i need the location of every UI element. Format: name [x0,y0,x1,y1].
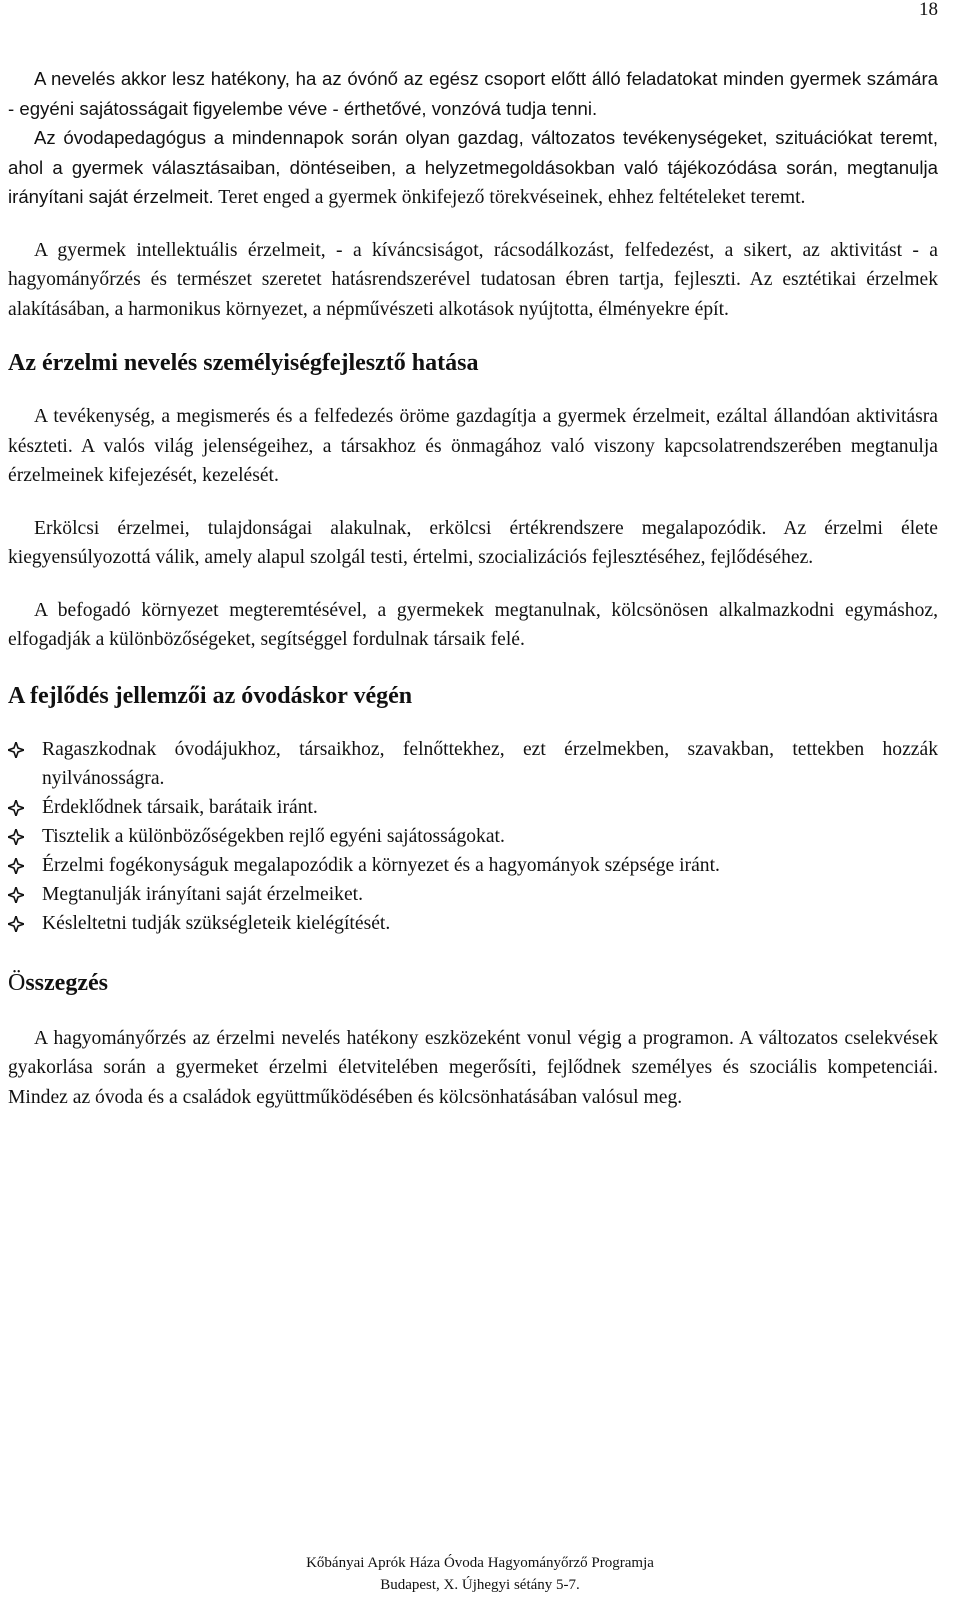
footer-line: Kőbányai Aprók Háza Óvoda Hagyományőrző Programja [306,1555,654,1571]
diamond-bullet-icon [8,829,24,845]
list-item-text: Ragaszkodnak óvodájukhoz, társaikhoz, felnőttekhez, ezt érzelmekben, szavakban, tettekben hozzák nyilvánosságra. [42,738,938,789]
paragraph-sentence: Teret enged a gyermek önkifejező törekvéseinek, ehhez feltételeket teremt. [213,187,806,208]
list-item [8,735,938,793]
list-item-text: Érzelmi fogékonyságuk megalapozódik a környezet és a hagyományok szépsége iránt. [42,854,720,876]
diamond-bullet-icon [8,800,24,816]
spacer [8,491,938,514]
list-item [8,909,938,938]
paragraph: A hagyományőrzés az érzelmi nevelés hatékony eszközeként vonul végig a programon. A változatos cselekvések gyakorlása során a gyermeket érzelmi életvitelében megerősíti, fejlődnek személyes és szociális kompetenciái. Mindez az óvoda és a családok együttműködésében és kölcsönhatásában valósul meg. [8,1027,938,1108]
diamond-bullet-icon [8,916,24,932]
paragraph: A nevelés akkor lesz hatékony, ha az óvónő az egész csoport előtt álló feladatokat minden gyermek számára - egyéni sajátosságait figyelembe véve - érthetővé, vonzóvá tudja tenni. [8,68,938,119]
list-item-text: Megtanulják irányítani saját érzelmeiket. [42,883,363,905]
diamond-bullet-icon [8,887,24,903]
spacer [8,573,938,596]
paragraph: Erkölcsi érzelmei, tulajdonságai alakulnak, erkölcsi értékrendszere megalapozódik. Az érzelmi élete kiegyensúlyozottá válik, amely alapul szolgál testi, értelmi, szocializációs fejlesztéséhez, fejlődéséhez. [8,517,938,568]
paragraph-sentence: Az óvodapedagógus a mindennapok során olyan gazdag, változatos tevékenységeket, szituációkat teremt, ahol a gyermek választásaiban, döntéseiben, a helyzetmegoldásokban való tájékozódása során, megtanulja irányítani saját érzelmeit. [8,127,938,207]
list-item [8,880,938,909]
paragraph: A tevékenység, a megismerés és a felfedezés öröme gazdagítja a gyermek érzelmeit, ezáltal állandóan aktivitásra készteti. A valós világ jelenségeihez, a társakhoz és önmagához való viszony kapcsolatrendszerében megtanulja érzelmeinek kifejezését, kezelését. [8,406,938,486]
list-item-text: Érdeklődnek társaik, barátaik iránt. [42,796,318,818]
heading-rest: sszegzés [25,969,108,996]
page-number: 18 [919,0,938,20]
list-item-text: Tisztelik a különbözőségekben rejlő egyéni sajátosságokat. [42,825,505,847]
section-heading [8,968,938,998]
list-item [8,851,938,880]
section-heading: Az érzelmi nevelés személyiségfejlesztő hatása [8,350,479,376]
paragraph: A gyermek intellektuális érzelmeit, - a kíváncsiságot, rácsodálkozást, felfedezést, a sikert, az aktivitást - a hagyományőrzés és természet szeretet hatásrendszerével tudatosan ébren tartja, fejleszti. Az esztétikai érzelmek alakításában, a harmonikus környezet, a népművészeti alkotások nyújtotta, élményekre épít. [8,239,938,320]
paragraph: A befogadó környezet megteremtésével, a gyermekek megtanulnak, kölcsönösen alkalmazkodni egymáshoz, elfogadják a különbözőségeket, segítséggel fordulnak társaik felé. [8,599,938,650]
section-heading: A fejlődés jellemzői az óvodáskor végén [8,682,413,709]
list-item-text: Késleltetni tudják szükségleteik kielégítését. [42,912,391,934]
paragraph [8,123,938,213]
diamond-bullet-icon [8,742,24,758]
bullet-list [8,735,938,938]
footer-line: Budapest, X. Újhegyi sétány 5-7. [380,1577,580,1593]
page-content [8,64,938,1112]
list-item [8,822,938,851]
heading-initial: Ö [8,969,26,996]
list-item [8,793,938,822]
diamond-bullet-icon [8,858,24,874]
spacer [8,213,938,236]
